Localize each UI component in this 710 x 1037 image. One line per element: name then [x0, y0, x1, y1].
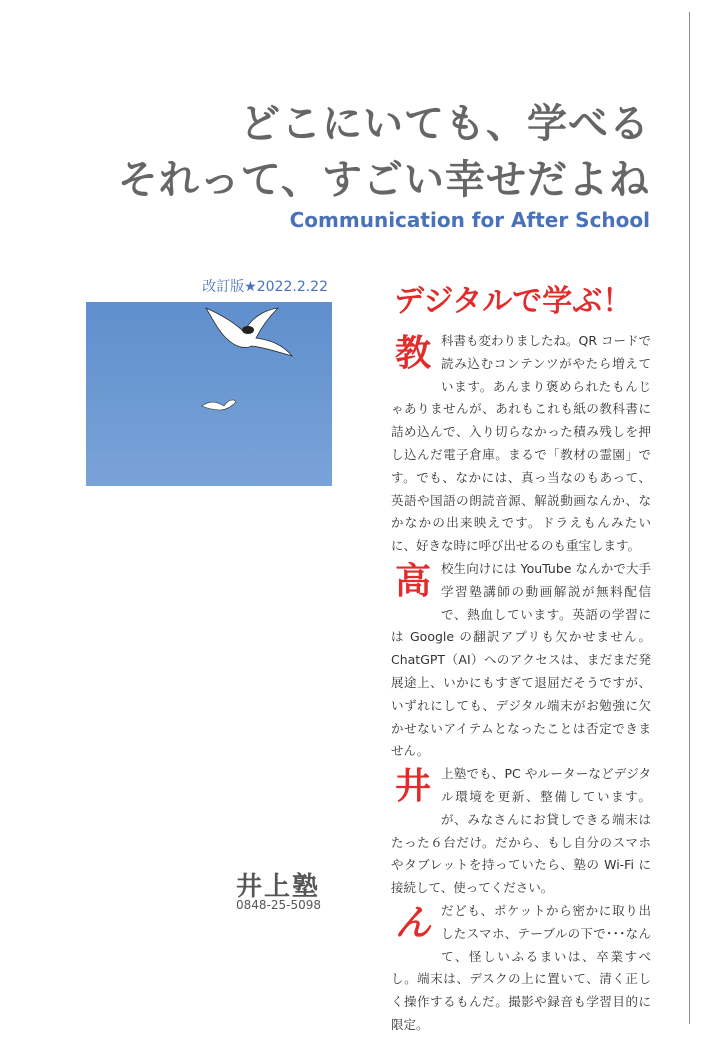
headline-line-2: それって、すごい幸せだよね	[117, 157, 650, 203]
drop-cap-1: 教	[394, 333, 431, 374]
edition-date: 改訂版★2022.2.22	[202, 279, 328, 295]
paragraph-4-text: だども、ポケットから密かに取り出したスマホ、テーブルの下で･･･なんて、怪しいふるまいは、卒業すべし。端末は、デスクの上に置いて、清く正しく操作するもんだ。撮影や録音も学習目的に限定。	[391, 902, 651, 1032]
subtitle: Communication for After School	[289, 208, 650, 232]
paragraph-1-text: 科書も変わりましたね。QR コードで読み込むコンテンツがやたら増えています。あんまり褒められたもんじゃありませんが、あれもこれも紙の教科書に詰め込んで、入り切らなかった積み残しを押し込んだ電子倉庫。まるで「教材の霊園」です。でも、なかには、真っ当なのもあって、英語や国語の朗読音源、解説動画なんか、なかなかの出来映えです。ドラえもんみたいに、好きな時に呼び出せるのも重宝します。	[391, 333, 651, 554]
phone-number: 0848-25-5098	[236, 898, 322, 912]
headline-line-1: どこにいても、学べる	[240, 101, 650, 147]
paragraph-4	[391, 900, 651, 1037]
paragraph-3	[391, 763, 651, 900]
drop-cap-2: 高	[394, 560, 431, 602]
paragraph-2	[391, 558, 651, 763]
paragraph-2-text: 校生向けには YouTube なんかで大手学習塾講師の動画解説が無料配信で、熱血しています。英語の学習には Google の翻訳アプリも欠かせません。ChatGPT（AI）へのアクセスは、まだまだ発展途上、いかにもすぎて退屈だそうですが、いずれにしても、デジタル端末がお勉強に欠かせないアイテムとなったことは否定できません。	[391, 560, 651, 759]
section-title: デジタルで学ぶ！	[394, 284, 633, 319]
paragraph-1	[391, 330, 651, 558]
seagulls-photo	[86, 302, 332, 486]
headline	[118, 96, 650, 208]
page-edge-rule	[689, 12, 690, 1024]
drop-cap-4: ん	[394, 902, 431, 944]
article-body	[391, 330, 651, 1037]
drop-cap-3: 井	[394, 766, 431, 808]
brand-name: 井上塾	[236, 872, 321, 902]
paragraph-3-text: 上塾でも、PC やルーターなどデジタル環境を更新、整備しています。が、みなさんにお貸しできる端末はたった６台だけ。だから、もし自分のスマホやタブレットを持っていたら、塾の Wi-Fi に接続して、使ってください。	[391, 766, 651, 896]
